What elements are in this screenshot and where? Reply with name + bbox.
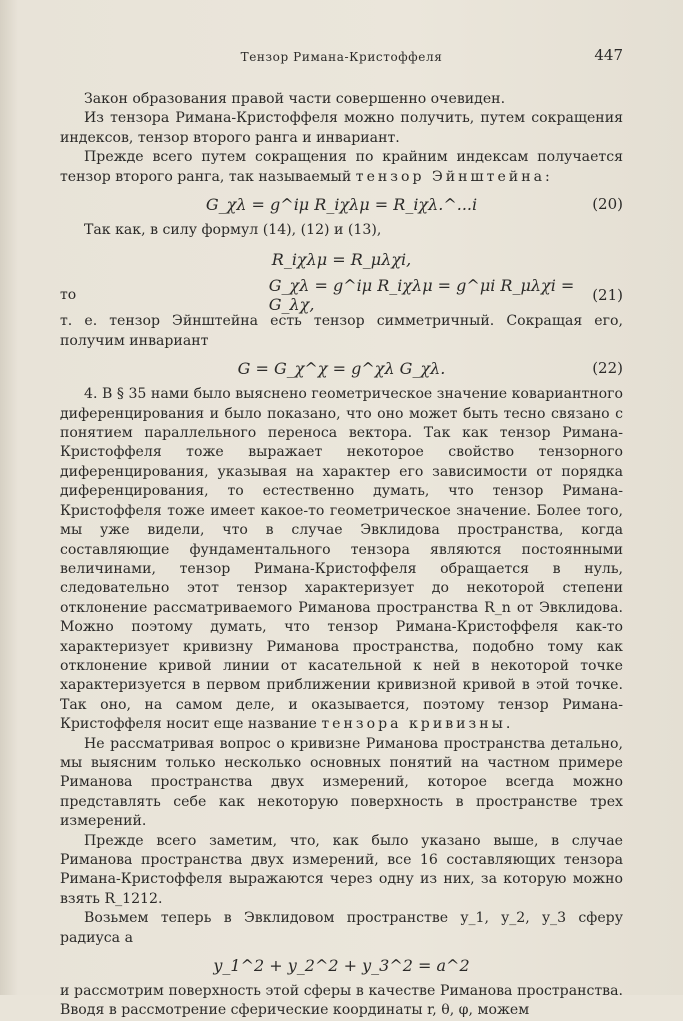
paragraph-10: и рассмотрим поверхность этой сферы в качестве Риманова пространства. Вводя в рассмотрение сферические координаты r, θ, φ, можем xyxy=(60,983,623,1019)
paragraph-3-text: Прежде всего путем сокращения по крайним индексам получается тензор второго ранга, так называемый xyxy=(60,149,623,185)
paragraph-6 xyxy=(60,385,623,734)
paragraph-1: Закон образования правой части совершенно очевиден. xyxy=(84,91,506,107)
running-head: Тензор Римана-Кристоффеля xyxy=(240,50,443,64)
equation-21-lead: то xyxy=(60,287,77,304)
equation-number-22: (22) xyxy=(592,359,623,378)
paragraph-9: Возьмем теперь в Эвклидовом пространстве y_1, y_2, y_3 сферу радиуса a xyxy=(60,910,623,946)
equation-22 xyxy=(60,351,623,385)
equation-21 xyxy=(60,276,623,315)
equation-20-expr: G_χλ = g^iμ R_iχλμ = R_iχλ.^...i xyxy=(205,194,478,214)
paragraph-4: Так как, в силу формул (14), (12) и (13), xyxy=(84,222,382,239)
equation-symmetry xyxy=(60,240,623,278)
spaced-term-einstein-tensor: тензор Эйнштейна: xyxy=(355,168,553,185)
equation-21-expr: G_χλ = g^iμ R_iχλμ = g^μi R_μλχi = G_λχ, xyxy=(268,276,575,315)
equation-sphere xyxy=(60,948,623,982)
equation-number-20: (20) xyxy=(592,195,623,214)
equation-22-expr: G = G_χ^χ = g^χλ G_χλ. xyxy=(237,358,446,378)
paragraph-7: Не рассматривая вопрос о кривизне Риманова пространства детально, мы выясним только несколько основных понятий на частном примере Риманова пространства двух измерений, которое всегда можно представлять себе как некоторую поверхность в пространстве трех измерений. xyxy=(60,735,623,830)
equation-number-21: (21) xyxy=(592,286,623,305)
equation-20 xyxy=(60,187,623,221)
page-header xyxy=(60,46,623,66)
paragraph-3 xyxy=(60,148,623,187)
paragraph-6-text: 4. В § 35 нами было выяснено геометрическое значение ковариантного диференцирования и было показано, что оно может быть тесно связано с понятием параллельного переноса вектора. Так как тензор Римана-Кристоффеля тоже выражает некоторое свойство тензорного диференцирования, указывая на характер его зависимости от порядка диференцирования, то естественно думать, что тензор Римана-Кристоффеля тоже имеет какое-то геометрическое значение. Более того, мы уже видели, что в случае Эвклидова пространства, когда составляющие фундаментального тензора являются постоянными величинами, тензор Римана-Кристоффеля обращается в нуль, следовательно этот тензор характеризует до некоторой степени отклонение рассматриваемого Риманова пространства R_n от Эвклидова. Можно поэтому думать, что тензор Римана-Кристоффеля как-то характеризует кривизну Риманова пространства, подобно тому как отклонение кривой линии от касательной к ней в некоторой точке характеризуется в первом приближении кривизной кривой в этой точке. Так оно, на самом деле, и оказывается, поэтому тензор Римана-Кристоффеля носит еще название xyxy=(60,386,623,733)
equation-sphere-expr: y_1^2 + y_2^2 + y_3^2 = a^2 xyxy=(213,955,470,975)
spaced-term-curvature-tensor: тензора кривизны. xyxy=(321,716,514,733)
paragraph-5: т. е. тензор Эйнштейна есть тензор симметричный. Сокращая его, получим инвариант xyxy=(60,313,623,349)
page-number: 447 xyxy=(594,46,623,64)
paragraph-8: Прежде всего заметим, что, как было указано выше, в случае Риманова пространства двух измерений, все 16 составляющих тензора Римана-Кристоффеля выражаются через одну из них, за которую можно взять R_1212. xyxy=(60,832,623,907)
equation-symmetry-expr: R_iχλμ = R_μλχi, xyxy=(271,249,412,269)
paragraph-2: Из тензора Римана-Кристоффеля можно получить, путем сокращения индексов, тензор второго ранга и инвариант. xyxy=(60,110,623,146)
